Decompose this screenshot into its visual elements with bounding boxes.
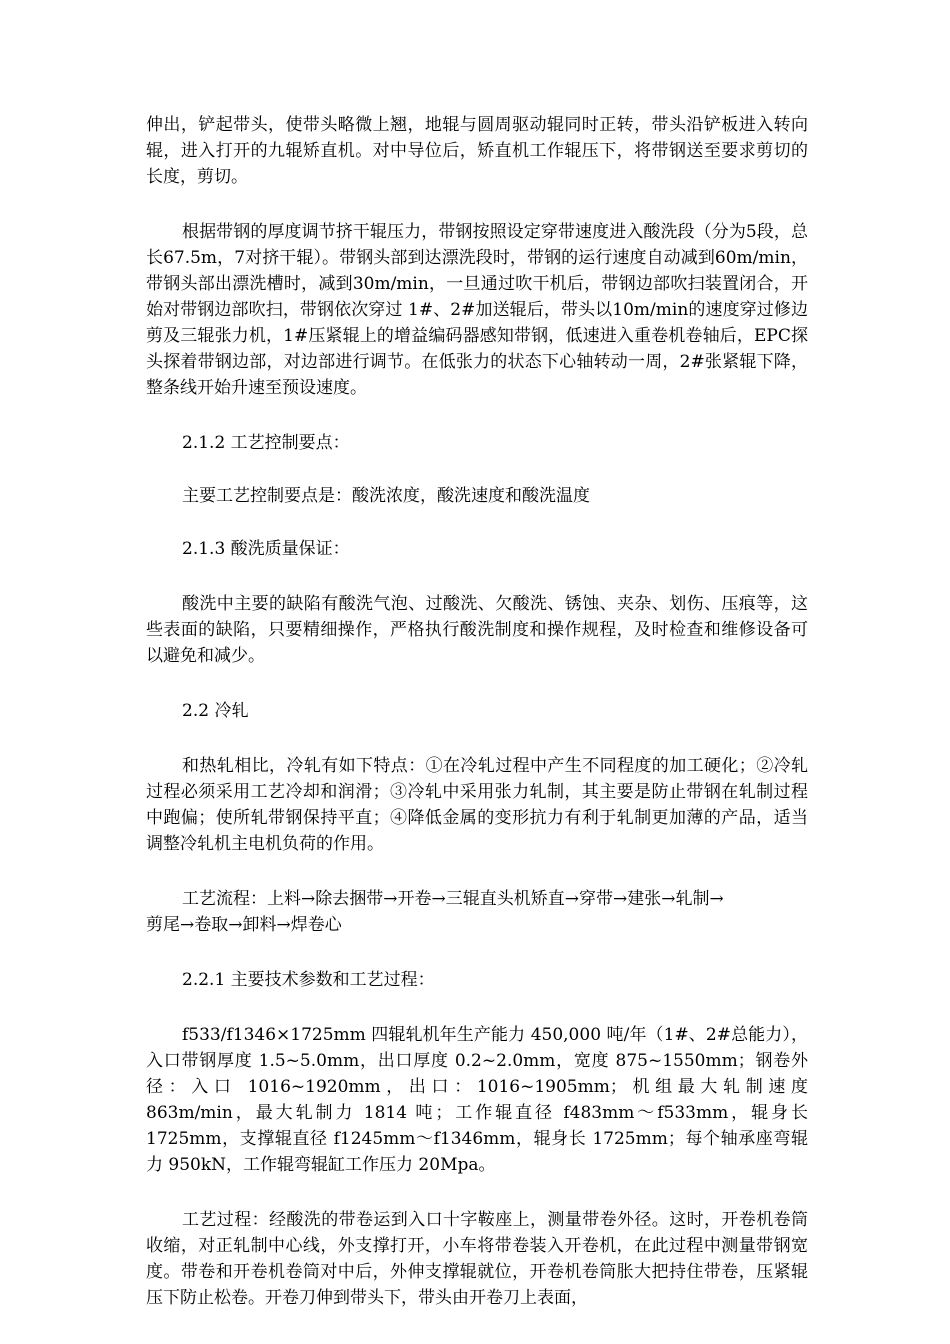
paragraph-process-control-points: 主要工艺控制要点是：酸洗浓度，酸洗速度和酸洗温度 [182, 486, 590, 506]
paragraph-cold-rolling-features: 和热轧相比，冷轧有如下特点：①在冷轧过程中产生不同程度的加工硬化；②冷轧过程必须采用工艺冷却和润滑；③冷轧中采用张力轧制，其主要是防止带钢在轧制过程中跑偏；使所轧带钢保持平直；④降低金属的变形抗力有利于轧制更加薄的产品，适当调整冷轧机主电机负荷的作用。 [146, 756, 808, 854]
paragraph-pickling-threading: 根据带钢的厚度调节挤干辊压力，带钢按照设定穿带速度进入酸洗段（分为5段，总长67.5m，7对挤干辊）。带钢头部到达漂洗段时，带钢的运行速度自动减到60m/min，带钢头部出漂洗槽时，减到30m/min，一旦通过吹干机后，带钢边部吹扫装置闭合，开始对带钢边部吹扫，带钢依次穿过 1#、2#加送辊后，带头以10m/min的速度穿过修边剪及三辊张力机，1#压紧辊上的增益编码器感知带钢，低速进入重卷机卷轴后，EPC探头探着带钢边部，对边部进行调节。在低张力的状态下心轴转动一周，2#张紧辊下降，整条线开始升速至预设速度。 [146, 222, 808, 398]
paragraph-pickling-defects: 酸洗中主要的缺陷有酸洗气泡、过酸洗、欠酸洗、锈蚀、夹杂、划伤、压痕等，这些表面的缺陷，只要精细操作，严格执行酸洗制度和操作规程，及时检查和维修设备可以避免和减少。 [146, 594, 808, 666]
document-page [146, 112, 808, 1311]
paragraph-threading-continuation: 伸出，铲起带头，使带头略微上翘，地辊与圆周驱动辊同时正转，带头沿铲板进入转向辊，进入打开的九辊矫直机。对中导位后，矫直机工作辊压下，将带钢送至要求剪切的长度，剪切。 [146, 115, 808, 187]
paragraph-process-flow [146, 886, 808, 938]
heading-2-1-3: 2.1.3 酸洗质量保证： [182, 539, 350, 559]
process-flow-line-1: 工艺流程：上料→除去捆带→开卷→三辊直头机矫直→穿带→建张→轧制→ [182, 889, 724, 909]
heading-2-2-1: 2.2.1 主要技术参数和工艺过程： [182, 970, 435, 990]
process-flow-line-2: 剪尾→卷取→卸料→焊卷心 [146, 915, 342, 935]
heading-2-1-2: 2.1.2 工艺控制要点： [182, 433, 350, 453]
paragraph-technical-parameters: f533/f1346×1725mm 四辊轧机年生产能力 450,000 吨/年（1#、2#总能力），入口带钢厚度 1.5~5.0mm，出口厚度 0.2~2.0mm，宽度 875~1550mm；钢卷外径：入口 1016~1920mm，出口：1016~1905mm；机组最大轧制速度 863m/min，最大轧制力 1814 吨；工作辊直径 f483mm～f533mm，辊身长 1725mm，支撑辊直径 f1245mm～f1346mm，辊身长 1725mm；每个轴承座弯辊力 950kN，工作辊弯辊缸工作压力 20Mpa。 [146, 1025, 808, 1175]
heading-2-2: 2.2 冷轧 [182, 701, 249, 721]
paragraph-process-description: 工艺过程：经酸洗的带卷运到入口十字鞍座上，测量带卷外径。这时，开卷机卷筒收缩，对正轧制中心线，外支撑打开，小车将带卷装入开卷机，在此过程中测量带钢宽度。带卷和开卷机卷筒对中后，外伸支撑辊就位，开卷机卷筒胀大把持住带卷，压紧辊压下防止松卷。开卷刀伸到带头下，带头由开卷刀上表面， [146, 1210, 808, 1308]
